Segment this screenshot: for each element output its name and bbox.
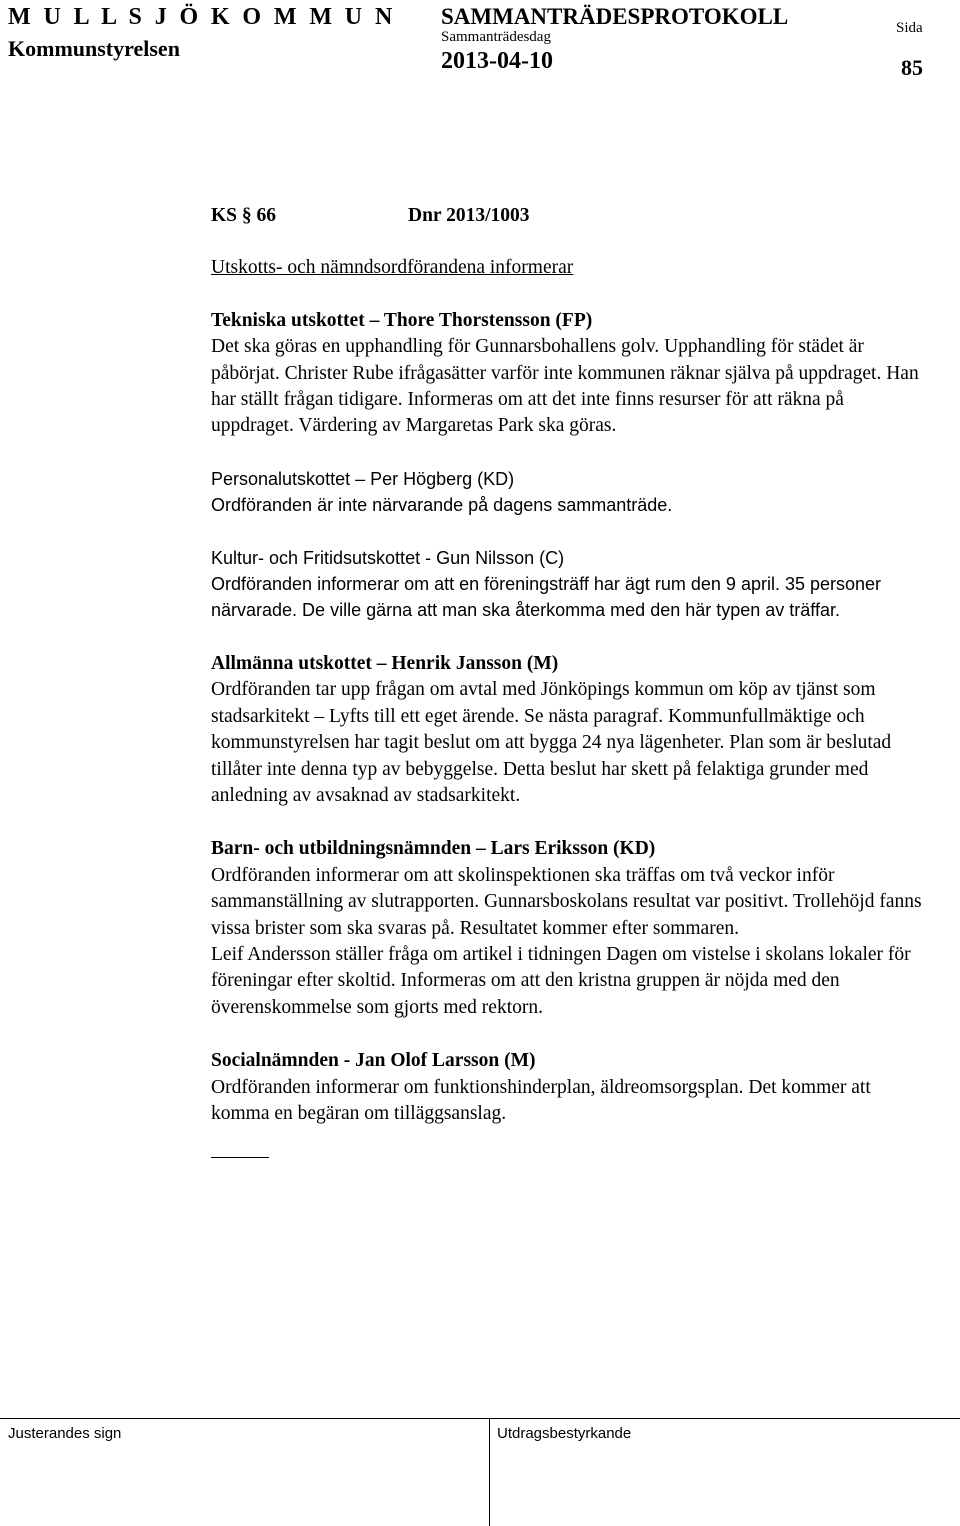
- footer-signature-label: Justerandes sign: [8, 1425, 122, 1442]
- section-heading: Allmänna utskottet – Henrik Jansson (M): [211, 652, 559, 674]
- section-heading: Barn- och utbildningsnämnden – Lars Eriksson (KD): [211, 838, 656, 860]
- section-personal: [211, 466, 931, 519]
- meeting-date: 2013-04-10: [441, 48, 553, 74]
- section-paragraph: Ordföranden informerar om att skolinspektionen ska träffas om två veckor inför sammanställning av slutrapporten. Gunnarsboskolans resultat var positivt. Trollehöjd fanns vissa brister som ska svaras på. Resultatet kommer efter sommaren.: [211, 864, 922, 939]
- case-dnr: Dnr 2013/1003: [408, 205, 530, 226]
- section-paragraph: Ordföranden informerar om funktionshinderplan, äldreomsorgsplan. Det kommer att komma en begäran om tilläggsanslag.: [211, 1076, 871, 1124]
- footer-divider: [0, 1418, 960, 1419]
- municipality-name: M U L L S J Ö K O M M U N: [8, 4, 396, 30]
- section-heading: Socialnämnden - Jan Olof Larsson (M): [211, 1050, 536, 1072]
- section-social: [211, 1048, 931, 1127]
- end-rule: [211, 1157, 269, 1158]
- section-paragraph: Ordföranden är inte närvarande på dagens sammanträde.: [211, 495, 673, 516]
- case-line: [211, 203, 931, 229]
- section-heading: Tekniska utskottet – Thore Thorstensson (FP): [211, 309, 593, 331]
- section-kultur: [211, 545, 931, 624]
- section-paragraph: Det ska göras en upphandling för Gunnarsbohallens golv. Upphandling för städet är påbörjat. Christer Rube ifrågasätter varför inte kommunen räknar själva på uppdraget. Han har ställt frågan tidigare. Informeras om att det inte finns resurser för att räkna på uppdraget. Värdering av Margaretas Park ska göras.: [211, 336, 919, 437]
- body-name: Kommunstyrelsen: [8, 36, 180, 61]
- section-heading: Kultur- och Fritidsutskottet - Gun Nilsson (C): [211, 547, 565, 568]
- section-heading: Personalutskottet – Per Högberg (KD): [211, 468, 515, 489]
- meeting-date-label: Sammanträdesdag: [441, 29, 551, 45]
- case-title: Utskotts- och nämndsordförandena informerar: [211, 257, 574, 279]
- section-paragraph: Leif Andersson ställer fråga om artikel i tidningen Dagen om vistelse i skolans lokaler för föreningar efter skoltid. Informeras om att den kristna gruppen är nöjda med den överenskommelse som gjorts med rektorn.: [211, 943, 911, 1018]
- section-paragraph: Ordföranden tar upp frågan om avtal med Jönköpings kommun om köp av tjänst som stadsarkitekt – Lyfts till ett eget ärende. Se nästa paragraf. Kommunfullmäktige och kommunstyrelsen har tagit beslut om att bygga 24 nya lägenheter. Plan som är beslutad tillåter inte denna typ av bebyggelse. Detta beslut har skett på felaktiga grunder med anledning av avsaknad av stadsarkitekt.: [211, 679, 892, 806]
- footer-column-divider: [489, 1418, 490, 1526]
- section-barn-utbildning: [211, 836, 931, 1021]
- protocol-title: SAMMANTRÄDESPROTOKOLL: [441, 4, 789, 29]
- page-label: Sida: [896, 20, 923, 36]
- case-number: KS § 66: [211, 205, 277, 226]
- page-number: 85: [901, 55, 923, 80]
- footer-certification-label: Utdragsbestyrkande: [497, 1425, 632, 1442]
- section-paragraph: Ordföranden informerar om att en föreningsträff har ägt rum den 9 april. 35 personer närvarade. De ville gärna att man ska återkomma med den här typen av träffar.: [211, 574, 882, 621]
- section-tekniska: [211, 308, 931, 440]
- document-body: [211, 203, 931, 1158]
- section-allmanna: [211, 651, 931, 809]
